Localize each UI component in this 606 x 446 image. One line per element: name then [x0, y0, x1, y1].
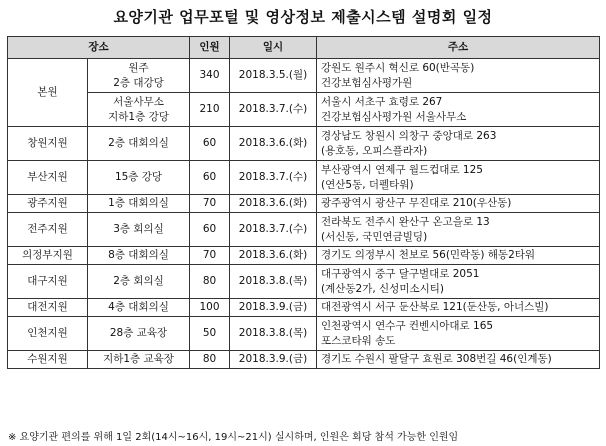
date-cell: 2018.3.6.(화): [230, 247, 317, 265]
branch-cell: 창원지원: [8, 127, 88, 161]
date-cell: 2018.3.9.(금): [230, 299, 317, 317]
date-cell: 2018.3.7.(수): [230, 93, 317, 127]
room-cell: 지하1층 교육장: [88, 351, 190, 369]
branch-cell: 부산지원: [8, 161, 88, 195]
address-cell: 대구광역시 중구 달구벌대로 2051 (계산동2가, 신성미소시티): [317, 265, 600, 299]
count-cell: 60: [190, 127, 230, 161]
address-cell: 대전광역시 서구 둔산북로 121(둔산동, 아너스빌): [317, 299, 600, 317]
header-place: 장소: [8, 37, 190, 59]
count-cell: 70: [190, 247, 230, 265]
schedule-table: [7, 36, 600, 369]
count-cell: 100: [190, 299, 230, 317]
header-address: 주소: [317, 37, 600, 59]
branch-cell: 광주지원: [8, 195, 88, 213]
address-cell: 전라북도 전주시 완산구 온고을로 13 (서신동, 국민연금빌딩): [317, 213, 600, 247]
count-cell: 60: [190, 161, 230, 195]
date-cell: 2018.3.9.(금): [230, 351, 317, 369]
date-cell: 2018.3.8.(목): [230, 317, 317, 351]
address-cell: 경상남도 창원시 의창구 중앙대로 263 (용호동, 오피스플라자): [317, 127, 600, 161]
branch-cell: 대구지원: [8, 265, 88, 299]
table-row: [8, 213, 600, 247]
room-cell: 28층 교육장: [88, 317, 190, 351]
table-row: [8, 265, 600, 299]
branch-cell: 의정부지원: [8, 247, 88, 265]
branch-cell: 전주지원: [8, 213, 88, 247]
branch-cell: 본원: [8, 59, 88, 127]
address-cell: 광주광역시 광산구 무진대로 210(우산동): [317, 195, 600, 213]
count-cell: 80: [190, 265, 230, 299]
address-cell: 경기도 수원시 팔달구 효원로 308번길 46(인계동): [317, 351, 600, 369]
date-cell: 2018.3.6.(화): [230, 127, 317, 161]
count-cell: 70: [190, 195, 230, 213]
footnote: ※ 요양기관 편의를 위해 1일 2회(14시~16시, 19시~21시) 실시하며, 인원은 회당 참석 가능한 인원임: [8, 432, 459, 443]
room-cell: 2층 대회의실: [88, 127, 190, 161]
room-cell: 1층 대회의실: [88, 195, 190, 213]
room-cell: 2층 회의실: [88, 265, 190, 299]
date-cell: 2018.3.6.(화): [230, 195, 317, 213]
address-cell: 인천광역시 연수구 컨벤시아대로 165 포스코타워 송도: [317, 317, 600, 351]
header-count: 인원: [190, 37, 230, 59]
address-cell: 강원도 원주시 혁신로 60(반곡동) 건강보험심사평가원: [317, 59, 600, 93]
table-row: [8, 127, 600, 161]
date-cell: 2018.3.7.(수): [230, 213, 317, 247]
table-row: [8, 195, 600, 213]
table-row: [8, 59, 600, 93]
table-header-row: [8, 37, 600, 59]
table-row: [8, 93, 600, 127]
count-cell: 210: [190, 93, 230, 127]
branch-cell: 수원지원: [8, 351, 88, 369]
table-row: [8, 247, 600, 265]
room-cell: 8층 대회의실: [88, 247, 190, 265]
branch-cell: 인천지원: [8, 317, 88, 351]
address-cell: 부산광역시 연제구 월드컵대로 125 (연산5동, 더펠타워): [317, 161, 600, 195]
count-cell: 340: [190, 59, 230, 93]
table-row: [8, 161, 600, 195]
table-row: [8, 299, 600, 317]
room-cell: 4층 대회의실: [88, 299, 190, 317]
date-cell: 2018.3.7.(수): [230, 161, 317, 195]
room-cell: 서울사무소 지하1층 강당: [88, 93, 190, 127]
room-cell: 15층 강당: [88, 161, 190, 195]
count-cell: 80: [190, 351, 230, 369]
branch-cell: 대전지원: [8, 299, 88, 317]
table-row: [8, 317, 600, 351]
page-title: 요양기관 업무포털 및 영상정보 제출시스템 설명회 일정: [113, 8, 493, 26]
table-row: [8, 351, 600, 369]
header-date: 일시: [230, 37, 317, 59]
room-cell: 원주 2층 대강당: [88, 59, 190, 93]
address-cell: 서울시 서초구 효령로 267 건강보험심사평가원 서울사무소: [317, 93, 600, 127]
date-cell: 2018.3.5.(월): [230, 59, 317, 93]
count-cell: 60: [190, 213, 230, 247]
room-cell: 3층 회의실: [88, 213, 190, 247]
count-cell: 50: [190, 317, 230, 351]
address-cell: 경기도 의정부시 천보로 56(민락동) 해동2타워: [317, 247, 600, 265]
date-cell: 2018.3.8.(목): [230, 265, 317, 299]
